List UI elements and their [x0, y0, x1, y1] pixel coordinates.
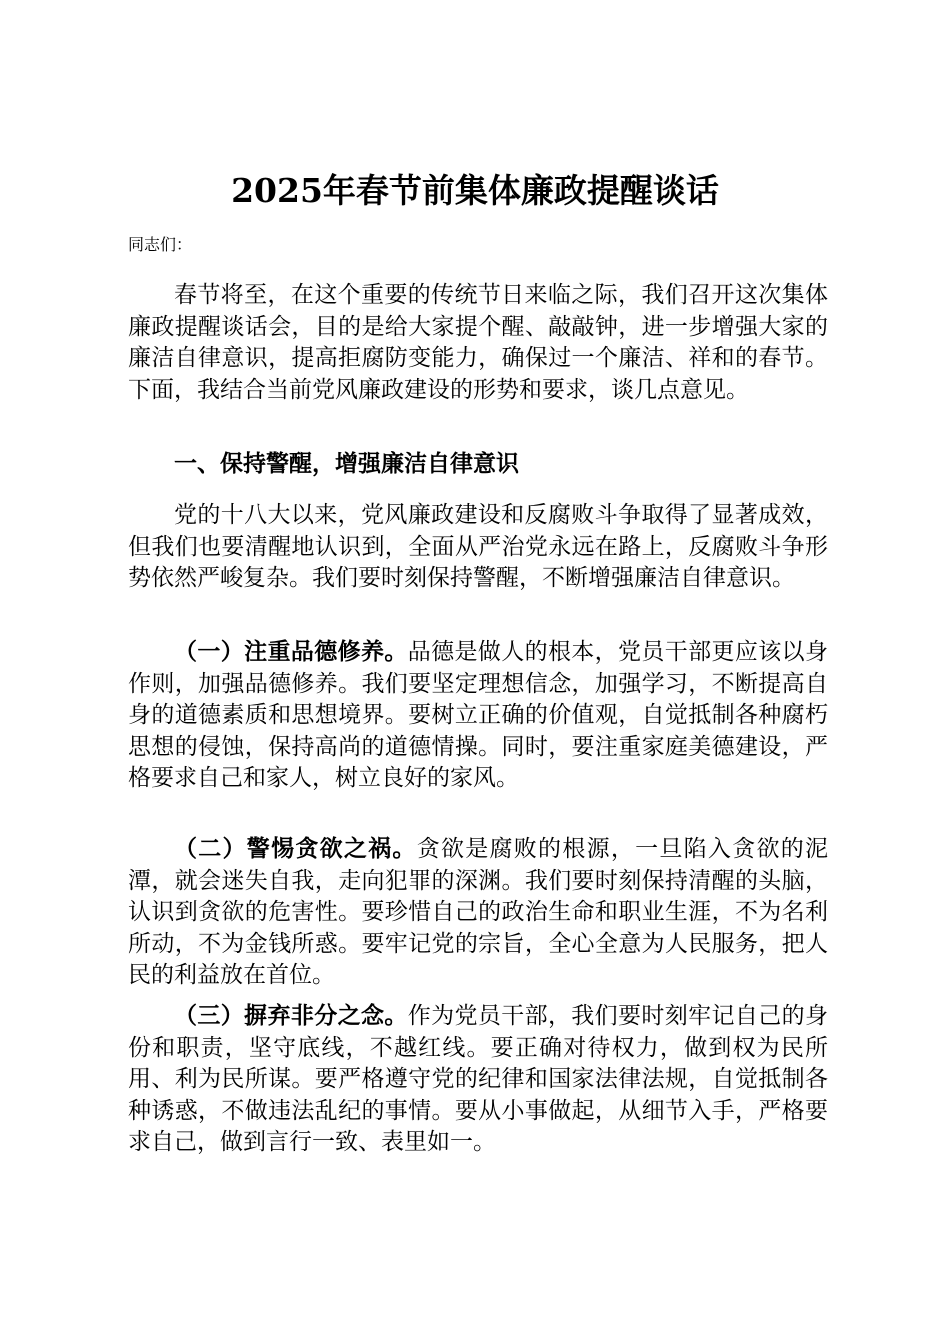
section-heading: 一、保持警醒，增强廉洁自律意识 — [174, 450, 519, 477]
document-title: 2025年春节前集体廉政提醒谈话 — [231, 171, 719, 210]
item-text-2: 贪欲是腐败的根源，一旦陷入贪欲的泥潭，就会迷失自我，走向犯罪的深渊。我们要时刻保持清醒的头脑，认识到贪欲的危害性。要珍惜自己的政治生命和职业生涯，不为名利所动，不为金钱所惑。要牢记党的宗旨，全心全意为人民服务，把人民的利益放在首位。 — [128, 836, 829, 988]
item-lead-1: （一）注重品德修养。 — [174, 638, 408, 665]
item-lead-2: （二）警惕贪欲之祸。 — [174, 835, 417, 862]
section-paragraph: 党的十八大以来，党风廉政建设和反腐败斗争取得了显著成效，但我们也要清醒地认识到，全面从严治党永远在路上，反腐败斗争形势依然严峻复杂。我们要时刻保持警醒，不断增强廉洁自律意识。 — [128, 502, 828, 591]
item-text-1: 品德是做人的根本，党员干部更应该以身作则，加强品德修养。我们要坚定理想信念，加强学习，不断提高自身的道德素质和思想境界。要树立正确的价值观，自觉抵制各种腐朽思想的侵蚀，保持高尚的道德情操。同时，要注重家庭美德建设，严格要求自己和家人，树立良好的家风。 — [128, 639, 829, 791]
item-lead-3: （三）摒弃非分之念。 — [174, 1002, 408, 1029]
intro-paragraph: 春节将至，在这个重要的传统节日来临之际，我们召开这次集体廉政提醒谈话会，目的是给大家提个醒、敲敲钟，进一步增强大家的廉洁自律意识，提高拒腐防变能力，确保过一个廉洁、祥和的春节。下面，我结合当前党风廉政建设的形势和要求，谈几点意见。 — [128, 282, 828, 403]
salutation: 同志们： — [128, 235, 193, 254]
item-paragraph-2 — [128, 833, 828, 992]
item-text-3: 作为党员干部，我们要时刻牢记自己的身份和职责，坚守底线，不越红线。要正确对待权力，做到权为民所用、利为民所谋。要严格遵守党的纪律和国家法律法规，自觉抵制各种诱惑，不做违法乱纪的事情。要从小事做起，从细节入手，严格要求自己，做到言行一致、表里如一。 — [128, 1003, 829, 1155]
item-paragraph-3 — [128, 1000, 828, 1159]
item-paragraph-1 — [128, 636, 828, 795]
